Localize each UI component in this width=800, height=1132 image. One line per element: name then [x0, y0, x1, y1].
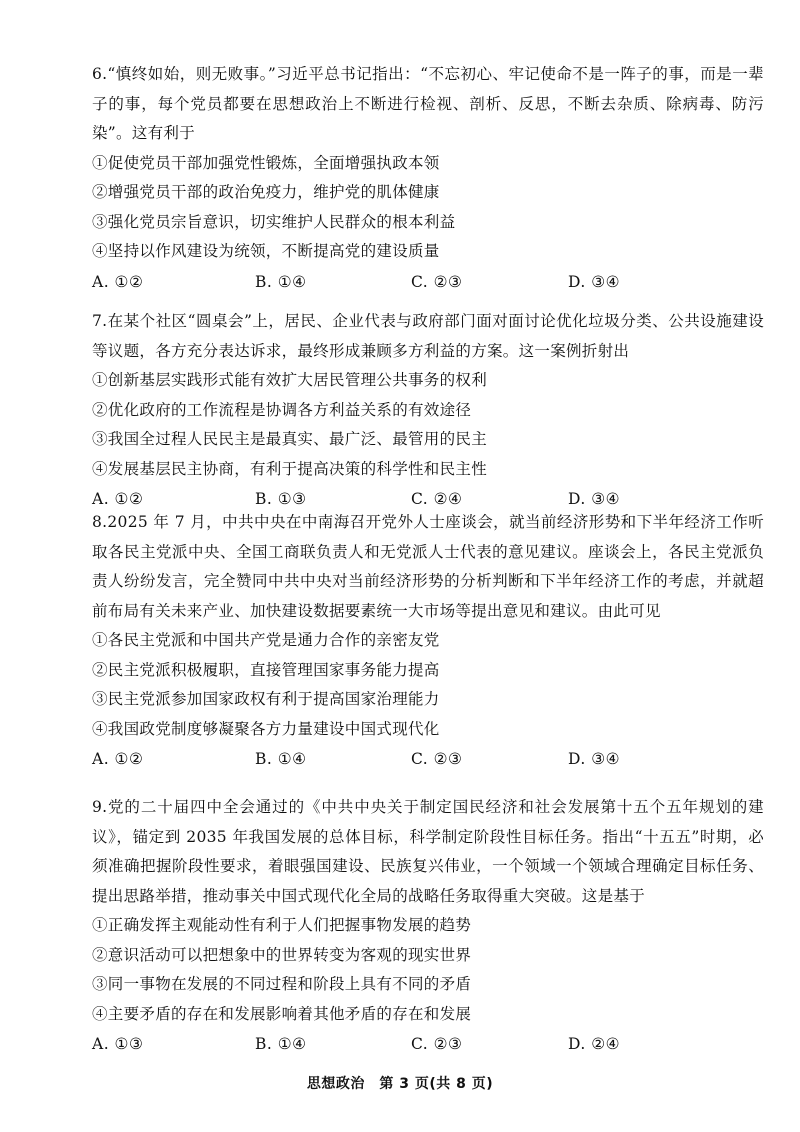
choice-b: B. ①③	[255, 490, 307, 509]
statement-option: ②增强党员干部的政治免疫力，维护党的肌体健康	[92, 183, 440, 202]
question-9	[92, 793, 764, 1059]
statement-option: ③同一事物在发展的不同过程和阶段上具有不同的矛盾	[92, 975, 472, 994]
statement-option: ①正确发挥主观能动性有利于人们把握事物发展的趋势	[92, 916, 472, 934]
statement-option: ②意识活动可以把想象中的世界转变为客观的现实世界	[92, 945, 472, 964]
question-6	[92, 60, 764, 297]
statement-option: ④发展基层民主协商，有利于提高决策的科学性和民主性	[92, 459, 488, 478]
question-stem: 7.在某个社区“圆桌会”上，居民、企业代表与政府部门面对面讨论优化垃圾分类、公共设施建设等议题，各方充分表达诉求，最终形成兼顾多方利益的方案。这一案例折射出	[92, 312, 764, 360]
statement-option: ③民主党派参加国家政权有利于提高国家治理能力	[92, 690, 440, 709]
statement-option: ③我国全过程人民民主是最真实、最广泛、最管用的民主	[92, 430, 488, 449]
question-7	[92, 307, 764, 514]
question-8	[92, 508, 764, 774]
choice-c: C. ②③	[411, 750, 463, 769]
choice-d: D. ③④	[568, 272, 621, 291]
statement-option: ②优化政府的工作流程是协调各方利益关系的有效途径	[92, 400, 472, 419]
statement-option: ④坚持以作风建设为统领，不断提高党的建设质量	[92, 242, 440, 261]
choice-a: A. ①③	[92, 1035, 144, 1054]
statement-option: ①创新基层实践形式能有效扩大居民管理公共事务的权利	[92, 371, 488, 389]
answer-choices	[92, 267, 764, 297]
answer-choices	[92, 1029, 764, 1059]
statement-option: ①各民主党派和中国共产党是通力合作的亲密友党	[92, 631, 440, 649]
choice-d: D. ②④	[568, 1035, 621, 1054]
choice-d: D. ③④	[568, 750, 621, 769]
statement-option: ④主要矛盾的存在和发展影响着其他矛盾的存在和发展	[92, 1004, 472, 1023]
choice-b: B. ①④	[255, 750, 307, 769]
question-stem: 9.党的二十届四中全会通过的《中共中央关于制定国民经济和社会发展第十五个五年规划的建议》，锚定到 2035 年我国发展的总体目标，科学制定阶段性目标任务。指出“十五五”时期，必须准确把握阶段性要求，着眼强国建设、民族复兴伟业，一个领域一个领域合理确定目标任务、提出思路举措，推动事关中国式现代化全局的战略任务取得重大突破。这是基于	[92, 798, 764, 905]
choice-a: A. ①②	[92, 272, 144, 291]
choice-b: B. ①④	[255, 1035, 307, 1054]
question-stem: 6.“慎终如始，则无败事。”习近平总书记指出：“不忘初心、牢记使命不是一阵子的事，而是一辈子的事，每个党员都要在思想政治上不断进行检视、剖析、反思，不断去杂质、除病毒、防污染”。这有利于	[92, 65, 764, 142]
choice-d: D. ③④	[568, 490, 621, 509]
answer-choices	[92, 744, 764, 774]
statement-option: ①促使党员干部加强党性锻炼，全面增强执政本领	[92, 153, 440, 172]
choice-a: A. ①②	[92, 750, 144, 769]
choice-c: C. ②③	[411, 272, 463, 291]
choice-c: C. ②③	[411, 1035, 463, 1054]
statement-option: ②民主党派积极履职，直接管理国家事务能力提高	[92, 660, 440, 679]
statement-option: ③强化党员宗旨意识，切实维护人民群众的根本利益	[92, 212, 456, 231]
choice-c: C. ②④	[411, 490, 463, 509]
choice-a: A. ①②	[92, 490, 144, 509]
page-footer: 思想政治 第 3 页(共 8 页)	[306, 1076, 494, 1092]
choice-b: B. ①④	[255, 272, 307, 291]
question-stem: 8.2025 年 7 月，中共中央在中南海召开党外人士座谈会，就当前经济形势和下半年经济工作听取各民主党派中央、全国工商联负责人和无党派人士代表的意见建议。座谈会上，各民主党派负责人纷纷发言，完全赞同中共中央对当前经济形势的分析判断和下半年经济工作的考虑，并就超前布局有关未来产业、加快建设数据要素统一大市场等提出意见和建议。由此可见	[92, 513, 764, 620]
statement-option: ④我国政党制度够凝聚各方力量建设中国式现代化	[92, 719, 440, 738]
